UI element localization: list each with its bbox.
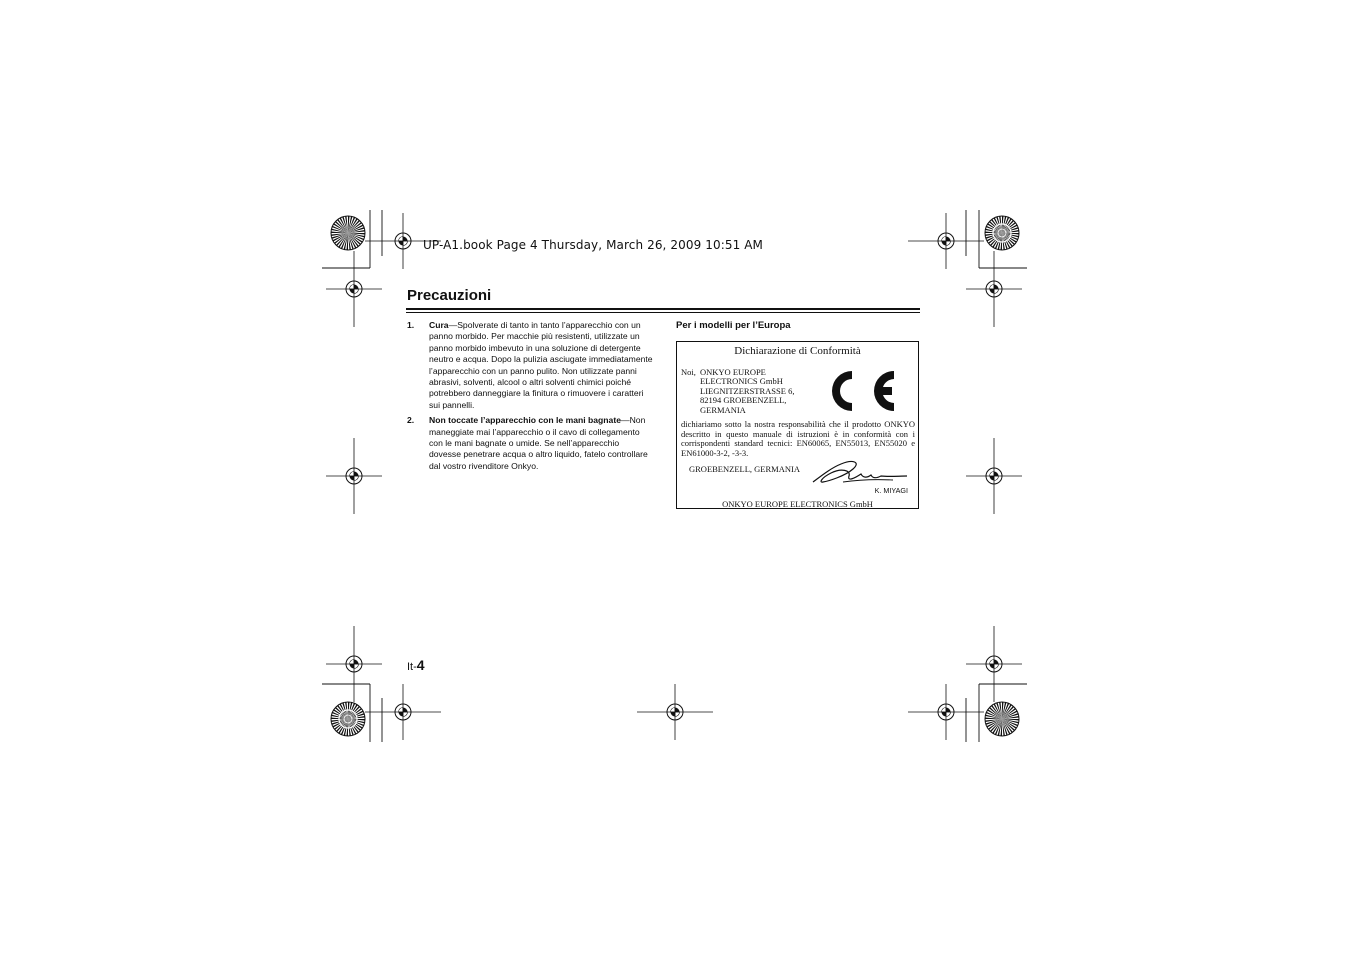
address-line: LIEGNITZERSTRASSE 6,	[700, 385, 795, 396]
registration-mark-icon	[966, 626, 1022, 702]
page-prefix: It-	[407, 661, 417, 673]
page-number	[407, 657, 425, 673]
europe-models-heading: Per i modelli per l’Europa	[676, 320, 791, 331]
list-item	[407, 415, 653, 472]
list-item-number: 1.	[407, 320, 415, 330]
declaration-title: Dichiarazione di Conformità	[734, 345, 861, 357]
precautions-list	[407, 320, 653, 476]
declaration-place: GROEBENZELL, GERMANIA	[689, 464, 800, 474]
declaration-of-conformity-box	[676, 341, 919, 509]
address-line: ELECTRONICS GmbH	[700, 376, 783, 387]
starburst-target-icon	[985, 702, 1019, 736]
list-item	[407, 320, 653, 411]
registration-mark-icon	[908, 213, 984, 269]
declaration-body: dichiariamo sotto la nostra responsabilità che il prodotto ONKYO descritto in questo manuale di istruzioni è in conformità con i corrispondenti standard tecnici: EN60065, EN55013, EN55020 e EN61000-3-2, -3-3.	[681, 419, 915, 458]
registration-mark-icon	[966, 438, 1022, 514]
list-item-number: 2.	[407, 415, 415, 426]
list-item-heading: Non toccate l’apparecchio con le mani bagnate	[429, 415, 621, 426]
starburst-target-icon	[331, 216, 365, 250]
declaration-address	[700, 368, 794, 415]
address-line: 82194 GROEBENZELL,	[700, 395, 787, 406]
file-info-header: UP-A1.book Page 4 Thursday, March 26, 2009 10:51 AM	[423, 238, 763, 252]
page-title: Precauzioni	[407, 287, 492, 304]
registration-mark-icon	[365, 684, 441, 740]
signature-icon	[807, 456, 912, 490]
list-item-text: —Spolverate di tanto in tanto l’apparecchio con un panno morbido. Per macchie più resistenti, utilizzate un panno morbido imbevuto in una soluzione di detergente neutro e acqua. Dopo la pulizia asciugate immediatamente l’apparecchio con un panno pulito. Non utilizzate panni abrasivi, solventi, alcool o altri solventi chimici poiché potrebbero danneggiare la finitura o rimuovere i caratteri sui pannelli.	[429, 320, 653, 410]
starburst-target-icon	[331, 702, 365, 736]
address-line: ONKYO EUROPE	[700, 367, 766, 377]
declaration-noi: Noi,	[681, 367, 696, 377]
registration-mark-icon	[326, 626, 382, 702]
registration-mark-icon	[908, 684, 984, 740]
list-item-heading: Cura	[429, 320, 449, 330]
address-line: GERMANIA	[700, 404, 746, 415]
title-rule-thick	[406, 308, 920, 310]
list-item-text: —Non maneggiate mai l’apparecchio o il cavo di collegamento con le mani bagnate o umide. Se nell’apparecchio dovesse penetrare acqua o altro liquido, fatelo controllare dal vostro rivenditore Onkyo.	[429, 415, 648, 471]
registration-mark-icon	[326, 438, 382, 514]
page-number-value: 4	[416, 657, 425, 673]
title-rule-thin	[406, 312, 920, 313]
registration-mark-icon	[326, 251, 382, 327]
registration-mark-icon	[966, 251, 1022, 327]
signer-name: K. MIYAGI	[874, 486, 908, 495]
declaration-company: ONKYO EUROPE ELECTRONICS GmbH	[722, 499, 873, 509]
starburst-target-icon	[985, 216, 1019, 250]
ce-mark-icon	[821, 362, 901, 420]
registration-mark-icon	[637, 684, 713, 740]
